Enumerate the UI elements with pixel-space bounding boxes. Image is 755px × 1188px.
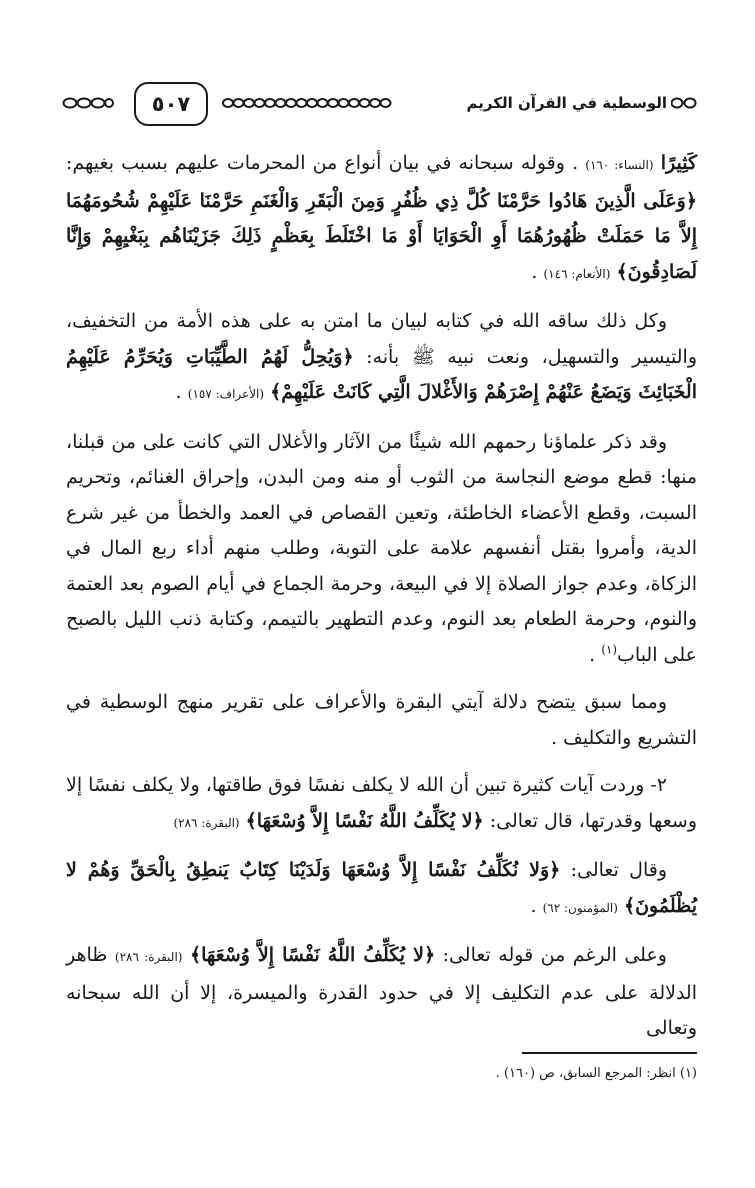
quran-verse: ﴿وَيُحِلُّ لَهُمُ الطَّيِّبَاتِ وَيُحَرِّمُ عَلَيْهِمُ الْخَبَائِثَ وَيَضَعُ عَنْهُمْ إِصْرَهُمْ وَالأَغْلالَ الَّتِي كَانَتْ عَلَيْهِمْ﴾ (66, 345, 697, 403)
paragraph-text: . (530, 894, 543, 917)
paragraph-6 (66, 853, 697, 926)
page-number: ٥٠٧ (134, 82, 208, 126)
paragraph-text: ظاهر الدلالة على عدم التكليف إلا في حدود القدرة والميسرة، إلا أن الله سبحانه وتعالى (66, 944, 697, 1039)
verse-reference: (الأنعام: ١٤٦) (543, 266, 611, 281)
paragraph-5 (66, 768, 697, 841)
quran-verse: ﴿لا يُكَلِّفُ اللَّهُ نَفْسًا إِلاَّ وُسْعَهَا﴾ (189, 944, 436, 966)
paragraph-text: . (589, 643, 602, 666)
quran-word: كَثِيرًا (660, 152, 697, 174)
paragraph-text: وعلى الرغم من قوله تعالى: (435, 944, 667, 966)
footnote-marker: (١) (601, 642, 618, 657)
paragraph-text: . (531, 260, 544, 283)
quran-verse: ﴿وَعَلَى الَّذِينَ هَادُوا حَرَّمْنَا كُلَّ ذِي ظُفُرٍ وَمِنَ الْبَقَرِ وَالْغَنَمِ حَرَّمْنَا عَلَيْهِمْ شُحُومَهُمَا إِلاَّ مَا حَمَلَتْ ظُهُورُهُمَا أَوِ الْحَوَايَا أَوْ مَا اخْتَلَطَ بِعَظْمٍ ذَلِكَ جَزَيْنَاهُم بِبَغْيِهِمْ وَإِنَّا لَصَادِقُونَ﴾ (66, 189, 697, 283)
paragraph-text: ومما سبق يتضح دلالة آيتي البقرة والأعراف على تقرير منهج الوسطية في التشريع والتكليف . (66, 691, 697, 749)
paragraph-text: ٢- وردت آيات كثيرة تبين أن الله لا يكلف نفسًا فوق طاقتها، ولا يكلف نفسًا إلا وسعها وقدرتها، قال تعالى: (66, 774, 697, 832)
paragraph-text: وكل ذلك ساقه الله في كتابه لبيان ما امتن به على هذه الأمة من التخفيف، والتيسير والتسهيل، ونعت نبيه ﷺ بأنه: (66, 310, 698, 368)
verse-reference: (المؤمنون: ٦٢) (542, 900, 618, 915)
paragraph-4 (66, 685, 697, 756)
running-header (62, 82, 697, 130)
verse-reference: (البقرة: ٢٨٦) (173, 815, 240, 830)
paragraph-text: وقد ذكر علماؤنا رحمهم الله شيئًا من الآثار والأغلال التي كانت على من قبلنا، منها: قطع موضع النجاسة من الثوب أو منه ومن البدن، وإحراق الغنائم، وتحريم السبت، وقطع الأعضاء الخاطئة، وتعين القصاص في العمد والخطأ من غير شرع الدية، وأمروا بقتل أنفسهم علامة على التوبة، وطلب منهم أداء ربع المال في الزكاة، وعدم جواز الصلاة إلا في البيعة، وحرمة الجماع في أيام الصوم بعد العتمة والنوم، وحرمة الطعام بعد النوم، وعدم التطهير بالتيمم، وكتابة ذنب الليل بالصبح على الباب (66, 430, 697, 666)
paragraph-text: . وقوله سبحانه في بيان أنواع من المحرمات عليهم بسبب بغيهم: (66, 152, 586, 174)
footnote-divider (522, 1052, 697, 1054)
header-ornament-right-icon (671, 96, 697, 110)
quran-verse: ﴿لا يُكَلِّفُ اللَّهُ نَفْسًا إِلاَّ وُسْعَهَا﴾ (245, 809, 484, 832)
verse-reference: (الأعراف: ١٥٧) (187, 387, 265, 401)
verse-reference: (النساء: ١٦٠) (585, 158, 654, 172)
main-text (66, 146, 697, 1047)
header-title: الوسطية في القرآن الكريم (466, 94, 667, 112)
paragraph-1 (66, 146, 697, 292)
verse-reference: (البقرة: ٢٨٦) (114, 950, 183, 964)
footnote: (١) انظر: المرجع السابق، ص (١٦٠) . (495, 1066, 697, 1081)
paragraph-2 (66, 304, 697, 413)
header-chain-ornament-icon (222, 97, 392, 109)
paragraph-3 (66, 425, 697, 674)
header-ornament-left-icon (62, 96, 114, 110)
paragraph-7 (66, 938, 697, 1047)
quran-verse: ﴿وَلا نُكَلِّفُ نَفْسًا إِلاَّ وُسْعَهَا وَلَدَيْنَا كِتَابٌ يَنطِقُ بِالْحَقِّ وَهُمْ لا يُظْلَمُونَ﴾ (66, 859, 697, 917)
paragraph-text: . (175, 381, 188, 403)
paragraph-text: وقال تعالى: (560, 859, 667, 881)
